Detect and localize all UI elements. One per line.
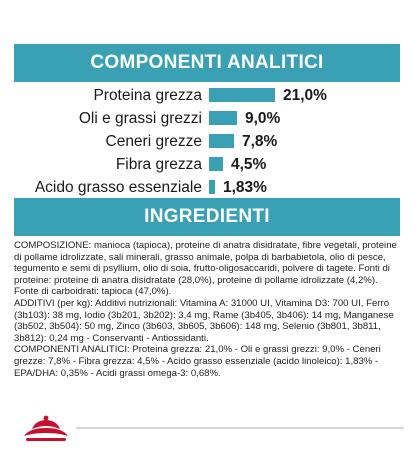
ingredients-banner — [14, 198, 400, 236]
analytic-row-bar — [209, 157, 223, 171]
analytic-row-value: 1,83% — [223, 179, 267, 196]
analytic-row-protein — [0, 84, 416, 107]
analytic-row-value: 9,0% — [245, 110, 281, 127]
analytic-row-fibre — [0, 153, 416, 176]
crown-icon — [18, 414, 74, 444]
analytic-components-banner — [14, 44, 400, 82]
analytic-row-bar — [209, 111, 237, 125]
analytic-row-fats — [0, 107, 416, 130]
analytic-row-ash — [0, 130, 416, 153]
ingredients-title: INGREDIENTI — [144, 206, 270, 227]
analytic-row-label: Oli e grassi grezzi — [78, 110, 202, 127]
additives-paragraph: ADDITIVI (per kg): Additivi nutrizionali: Vitamina A: 31000 UI, Vitamina D3: 700 UI, Ferro (3b103): 38 mg, Iodio (3b201, 3b202): 3,4 mg, Rame (3b405, 3b406): 14 mg, Manganese (3b502, 3b504): 50 mg, Zinco (3b603, 3b605, 3b606): 148 mg, Selenio (3b801, 3b811, 3b812): 0,24 mg - Conservanti - Antiossidanti. — [14, 297, 394, 344]
logo-divider-line — [76, 427, 404, 429]
analytic-row-bar — [209, 180, 215, 194]
analytic-row-value: 4,5% — [231, 156, 267, 173]
analytic-components-chart — [0, 84, 416, 199]
analytic-row-label: Fibra grezza — [115, 156, 202, 173]
analytic-paragraph: COMPONENTI ANALITICI: Proteina grezza: 21,0% - Oli e grassi grezzi: 9,0% - Ceneri grezze: 7,8% - Fibra grezza: 4,5% - Acido grasso essenziale (acido linoleico): 1,83% - EPA/DHA: 0,35% - Acidi grassi omega-3: 0,68%. — [14, 344, 381, 379]
analytic-row-value: 7,8% — [242, 133, 278, 150]
analytic-row-label: Proteina grezza — [93, 87, 202, 104]
analytic-row-bar — [209, 134, 234, 148]
royal-canin-logo — [18, 414, 404, 444]
analytic-components-title: COMPONENTI ANALITICI — [90, 52, 324, 73]
ingredients-text — [14, 240, 402, 379]
analytic-row-label: Ceneri grezze — [105, 133, 202, 150]
composition-paragraph: COMPOSIZIONE: manioca (tapioca), proteine di anatra disidratate, fibre vegetali, proteine di pollame idrolizzate, sali minerali, grasso animale, polpa di barbabietola, olio di pesce, tegumento e semi di psyllium, olio di soia, frutto-oligosaccaridi, polvere di tagete. Fonti di proteine: proteine di anatra disidratate (28,0%), proteine di pollame idrolizzate (4,2%). Fonte di carboidrati: tapioca (47,0%). — [14, 240, 397, 298]
analytic-row-bar — [209, 88, 275, 102]
analytic-row-fatty-acid — [0, 176, 416, 199]
analytic-row-value: 21,0% — [283, 87, 327, 104]
analytic-row-label: Acido grasso essenziale — [34, 179, 202, 196]
